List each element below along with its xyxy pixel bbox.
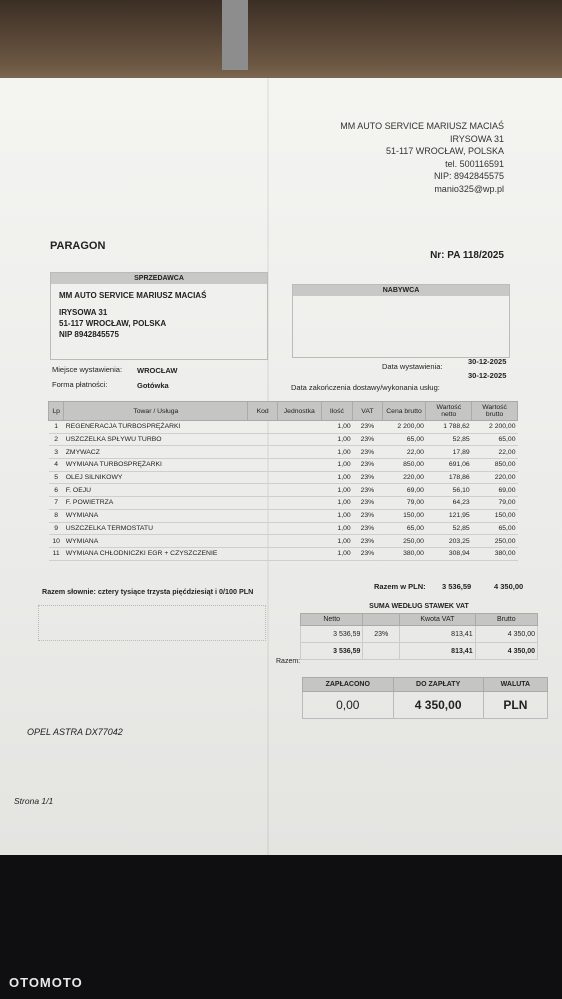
table-total-gross: 4 350,00 (494, 582, 524, 591)
due-value: 4 350,00 (393, 692, 483, 719)
place-value: WROCŁAW (137, 366, 178, 375)
cell-lp: 3 (49, 446, 64, 459)
cell-name: USZCZELKA SPŁYWU TURBO (64, 433, 248, 446)
items-table (48, 401, 518, 561)
vat-row-amount: 813,41 (400, 626, 475, 643)
cell-price: 65,00 (382, 433, 426, 446)
vat-total-label: Razem: (276, 658, 301, 665)
table-row (49, 421, 518, 434)
vat-summary-heading: SUMA WEDŁUG STAWEK VAT (369, 603, 469, 610)
table-row (49, 522, 518, 535)
seller-name: MM AUTO SERVICE MARIUSZ MACIAŚ (340, 121, 504, 131)
cell-price: 79,00 (382, 497, 426, 510)
cell-name: F. OEJU (64, 484, 248, 497)
issue-date-value: 30-12-2025 (468, 357, 507, 366)
cell-name: WYMIANA TURBOSPRĘŻARKI (64, 459, 248, 472)
vat-total-row (301, 643, 538, 660)
cell-name: OLEJ SILNIKOWY (64, 471, 248, 484)
cell-gross: 22,00 (472, 446, 518, 459)
background-post (222, 0, 248, 70)
cell-lp: 11 (49, 547, 64, 560)
cell-net: 121,95 (426, 509, 472, 522)
cell-net: 691,06 (426, 459, 472, 472)
cell-gross: 150,00 (472, 509, 518, 522)
vat-row-rate: 23% (363, 626, 400, 643)
vat-row (301, 626, 538, 643)
cell-net: 64,23 (426, 497, 472, 510)
cell-code (248, 522, 278, 535)
cell-lp: 8 (49, 509, 64, 522)
page-number: Strona 1/1 (14, 796, 54, 806)
cell-price: 250,00 (382, 535, 426, 548)
col-name: Towar / Usługa (64, 402, 248, 421)
vat-row-gross: 4 350,00 (475, 626, 537, 643)
cell-net: 56,10 (426, 484, 472, 497)
cell-vat: 23% (353, 547, 383, 560)
vat-row-net: 3 536,59 (301, 626, 363, 643)
payment-label: Forma płatności: (52, 380, 108, 389)
cell-code (248, 484, 278, 497)
otomoto-logo: OTOMOTO (9, 975, 83, 990)
table-row (49, 471, 518, 484)
cell-price: 850,00 (382, 459, 426, 472)
cell-qty: 1,00 (321, 446, 353, 459)
cell-price: 150,00 (382, 509, 426, 522)
seller-header (14, 120, 504, 195)
cell-gross: 69,00 (472, 484, 518, 497)
seller-street: IRYSOWA 31 (449, 133, 504, 144)
vat-col-gross: Brutto (475, 614, 537, 626)
cell-name: F. POWIETRZA (64, 497, 248, 510)
currency-value: PLN (483, 692, 547, 719)
table-row (49, 484, 518, 497)
seller-box-street: IRYSOWA 31 (59, 308, 108, 317)
cell-name: USZCZELKA TERMOSTATU (64, 522, 248, 535)
cell-qty: 1,00 (321, 497, 353, 510)
items-header-row (49, 402, 518, 421)
cell-unit (277, 535, 321, 548)
cell-price: 220,00 (382, 471, 426, 484)
cell-price: 69,00 (382, 484, 426, 497)
cell-qty: 1,00 (321, 535, 353, 548)
cell-name: ZMYWACZ (64, 446, 248, 459)
cell-code (248, 433, 278, 446)
cell-net: 52,85 (426, 433, 472, 446)
col-price: Cena brutto (382, 402, 426, 421)
cell-name: WYMIANA (64, 509, 248, 522)
document-title: PARAGON (50, 240, 106, 252)
cell-code (248, 497, 278, 510)
cell-lp: 4 (49, 459, 64, 472)
cell-code (248, 446, 278, 459)
cell-vat: 23% (353, 509, 383, 522)
cell-qty: 1,00 (321, 421, 353, 434)
seller-city: 51-117 WROCŁAW, POLSKA (385, 146, 504, 156)
seller-box-heading: SPRZEDAWCA (51, 273, 267, 284)
cell-unit (277, 522, 321, 535)
cell-gross: 250,00 (472, 535, 518, 548)
table-row (49, 509, 518, 522)
seller-box-city: 51-117 WROCŁAW, POLSKA (59, 319, 167, 328)
col-vat: VAT (353, 402, 383, 421)
buyer-box (292, 284, 510, 358)
cell-code (248, 421, 278, 434)
vat-col-net: Netto (301, 614, 363, 626)
cell-unit (277, 433, 321, 446)
cell-gross: 850,00 (472, 459, 518, 472)
currency-heading: WALUTA (483, 678, 547, 692)
due-heading: DO ZAPŁATY (393, 678, 483, 692)
cell-unit (277, 471, 321, 484)
cell-qty: 1,00 (321, 459, 353, 472)
table-row (49, 433, 518, 446)
col-qty: Ilość (321, 402, 353, 421)
cell-qty: 1,00 (321, 484, 353, 497)
vat-total-amount: 813,41 (400, 643, 475, 660)
table-row (49, 459, 518, 472)
col-net: Wartość netto (426, 402, 472, 421)
vat-total-net: 3 536,59 (301, 643, 363, 660)
cell-qty: 1,00 (321, 547, 353, 560)
cell-unit (277, 509, 321, 522)
cell-price: 22,00 (382, 446, 426, 459)
seller-box (50, 272, 268, 360)
background-bottom (0, 855, 562, 999)
cell-vat: 23% (353, 535, 383, 548)
cell-net: 52,85 (426, 522, 472, 535)
cell-net: 203,25 (426, 535, 472, 548)
cell-vat: 23% (353, 433, 383, 446)
seller-email: manio325@wp.pl (434, 183, 504, 194)
delivery-date-label: Data zakończenia dostawy/wykonania usług: (291, 383, 440, 392)
col-unit: Jednostka (277, 402, 321, 421)
cell-code (248, 535, 278, 548)
cell-unit (277, 459, 321, 472)
cell-unit (277, 497, 321, 510)
col-gross: Wartość brutto (472, 402, 518, 421)
cell-lp: 5 (49, 471, 64, 484)
cell-vat: 23% (353, 421, 383, 434)
paid-value: 0,00 (303, 692, 394, 719)
cell-vat: 23% (353, 459, 383, 472)
table-row (49, 446, 518, 459)
cell-net: 1 788,62 (426, 421, 472, 434)
cell-lp: 2 (49, 433, 64, 446)
table-row (49, 535, 518, 548)
place-label: Miejsce wystawienia: (52, 365, 123, 374)
cell-price: 65,00 (382, 522, 426, 535)
cell-net: 17,89 (426, 446, 472, 459)
amount-in-words: Razem słownie: cztery tysiące trzysta pięćdziesiąt i 0/100 PLN (42, 587, 254, 596)
cell-price: 380,00 (382, 547, 426, 560)
cell-name: REGENERACJA TURBOSPRĘŻARKI (64, 421, 248, 434)
cell-lp: 1 (49, 421, 64, 434)
notes-box (38, 605, 266, 641)
cell-gross: 380,00 (472, 547, 518, 560)
seller-phone: tel. 500116591 (445, 158, 504, 169)
vat-summary-table (300, 613, 538, 660)
cell-net: 308,94 (426, 547, 472, 560)
cell-unit (277, 484, 321, 497)
cell-vat: 23% (353, 484, 383, 497)
payment-value: Gotówka (137, 381, 169, 390)
cell-vat: 23% (353, 497, 383, 510)
cell-code (248, 547, 278, 560)
cell-qty: 1,00 (321, 433, 353, 446)
cell-qty: 1,00 (321, 509, 353, 522)
cell-vat: 23% (353, 522, 383, 535)
cell-vat: 23% (353, 471, 383, 484)
issue-date-label: Data wystawienia: (382, 362, 443, 371)
cell-unit (277, 547, 321, 560)
vat-total-gross: 4 350,00 (475, 643, 537, 660)
cell-vat: 23% (353, 446, 383, 459)
document-number: Nr: PA 118/2025 (430, 250, 504, 261)
table-row (49, 547, 518, 560)
table-total-net: 3 536,59 (442, 582, 472, 591)
cell-gross: 2 200,00 (472, 421, 518, 434)
vat-summary (300, 600, 538, 660)
cell-net: 178,86 (426, 471, 472, 484)
cell-unit (277, 421, 321, 434)
paid-heading: ZAPŁACONO (303, 678, 394, 692)
items-body (49, 421, 518, 561)
cell-price: 2 200,00 (382, 421, 426, 434)
cell-name: WYMIANA (64, 535, 248, 548)
cell-lp: 10 (49, 535, 64, 548)
buyer-box-heading: NABYWCA (293, 285, 509, 296)
cell-lp: 9 (49, 522, 64, 535)
payment-table (302, 677, 548, 719)
vat-col-amount: Kwota VAT (400, 614, 475, 626)
col-code: Kod (248, 402, 278, 421)
seller-nip: NIP: 8942845575 (433, 171, 504, 181)
cell-qty: 1,00 (321, 471, 353, 484)
cell-unit (277, 446, 321, 459)
cell-lp: 6 (49, 484, 64, 497)
cell-lp: 7 (49, 497, 64, 510)
cell-qty: 1,00 (321, 522, 353, 535)
seller-box-nip: NIP 8942845575 (59, 330, 119, 339)
cell-gross: 79,00 (472, 497, 518, 510)
cell-gross: 220,00 (472, 471, 518, 484)
cell-name: WYMIANA CHŁODNICZKI EGR + CZYSZCZENIE (64, 547, 248, 560)
vehicle-note: OPEL ASTRA DX77042 (27, 727, 123, 737)
cell-code (248, 509, 278, 522)
table-total-label: Razem w PLN: (374, 582, 426, 591)
table-row (49, 497, 518, 510)
cell-code (248, 471, 278, 484)
seller-box-name: MM AUTO SERVICE MARIUSZ MACIAŚ (59, 291, 207, 300)
vat-col-rate (363, 614, 400, 626)
cell-code (248, 459, 278, 472)
cell-gross: 65,00 (472, 433, 518, 446)
cell-gross: 65,00 (472, 522, 518, 535)
col-lp: Lp (49, 402, 64, 421)
delivery-date-value: 30-12-2025 (468, 371, 507, 380)
